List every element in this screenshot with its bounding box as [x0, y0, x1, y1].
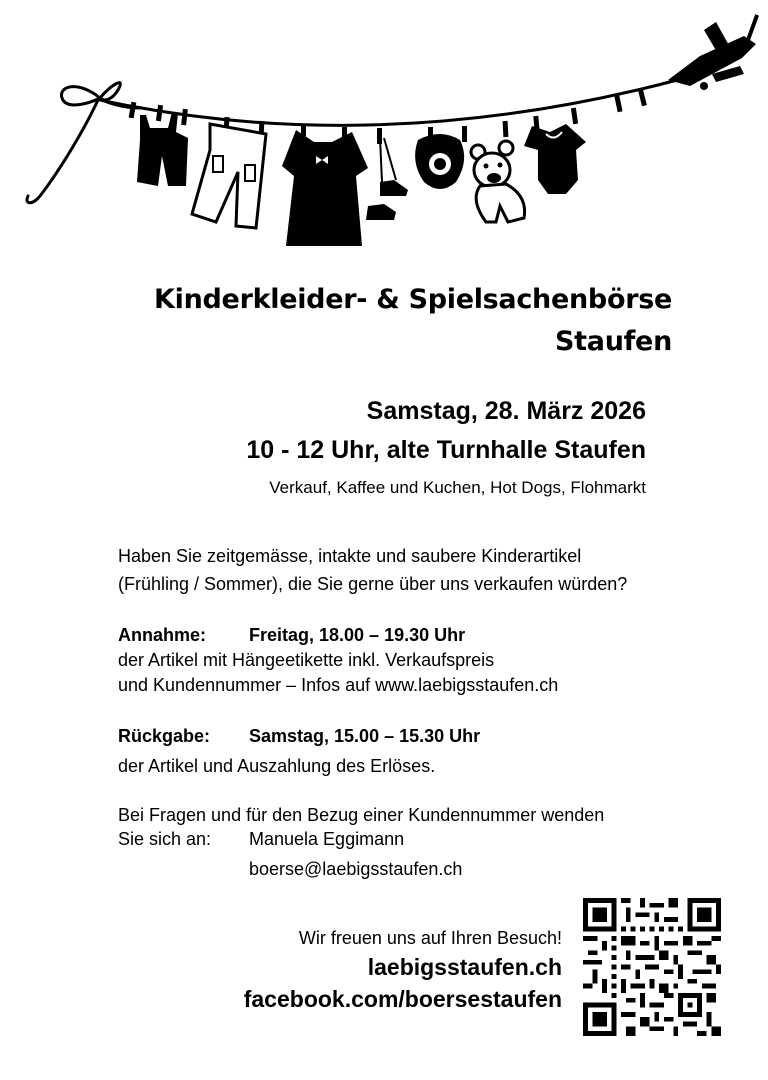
rueckgabe-label: Rückgabe: — [118, 726, 211, 746]
clothesline-illustration — [0, 0, 768, 260]
website-link[interactable]: laebigsstaufen.ch — [367, 954, 562, 980]
rueckgabe-time: Samstag, 15.00 – 15.30 Uhr — [249, 726, 481, 746]
page-title: Kinderkleider- & Spielsachenbörse — [154, 284, 672, 315]
contact-name: Manuela Eggimann — [249, 829, 405, 849]
qr-code[interactable] — [583, 898, 721, 1036]
intro-line-2: (Frühling / Sommer), die Sie gerne über uns verkaufen würden? — [118, 574, 628, 594]
footer-greeting: Wir freuen uns auf Ihren Besuch! — [298, 928, 562, 948]
annahme-section — [118, 621, 558, 699]
contact-email[interactable]: boerse@laebigsstaufen.ch — [249, 859, 463, 879]
facebook-link[interactable]: facebook.com/boersestaufen — [243, 986, 562, 1012]
annahme-line-1: der Artikel mit Hängeetikette inkl. Verkaufspreis — [118, 650, 495, 670]
contact-section — [118, 801, 604, 883]
annahme-label: Annahme: — [118, 625, 207, 645]
page-title-town: Staufen — [555, 326, 672, 357]
intro-text — [118, 542, 627, 598]
event-offers: Verkauf, Kaffee und Kuchen, Hot Dogs, Flohmarkt — [269, 478, 646, 497]
contact-label: Sie sich an: — [118, 829, 212, 849]
annahme-time: Freitag, 18.00 – 19.30 Uhr — [249, 625, 466, 645]
annahme-line-2: und Kundennummer – Infos auf www.laebigsstaufen.ch — [118, 675, 559, 695]
rueckgabe-line-1: der Artikel und Auszahlung des Erlöses. — [118, 756, 436, 776]
airplane-icon — [668, 14, 759, 90]
event-time-place: 10 - 12 Uhr, alte Turnhalle Staufen — [246, 436, 646, 464]
event-date: Samstag, 28. März 2026 — [366, 397, 646, 425]
contact-line-1: Bei Fragen und für den Bezug einer Kundennummer wenden — [118, 805, 605, 825]
intro-line-1: Haben Sie zeitgemässe, intakte und saubere Kinderartikel — [118, 546, 582, 566]
rueckgabe-section — [118, 722, 480, 780]
